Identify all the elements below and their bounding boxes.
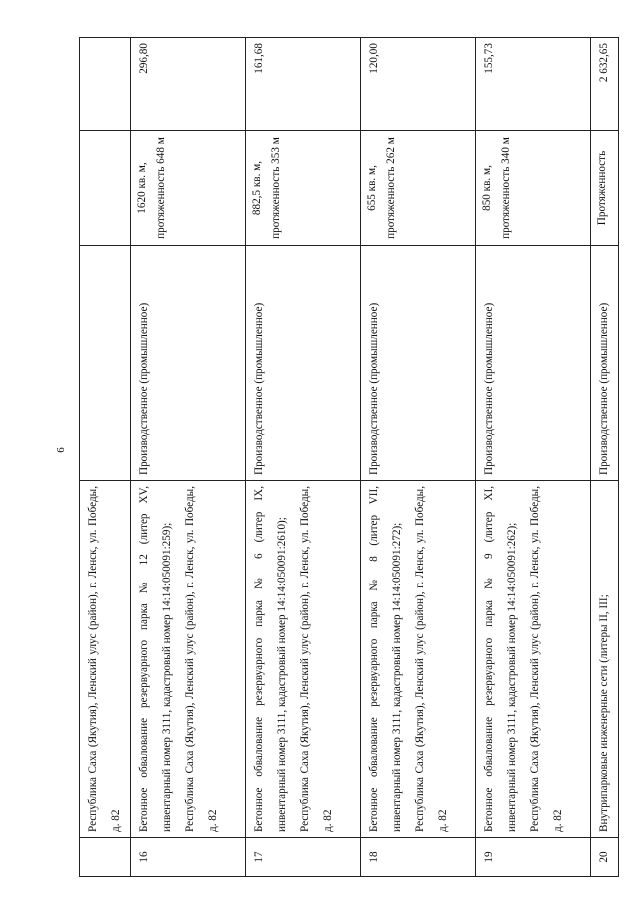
continuation-address-cell: Республика Саха (Якутия), Ленский улус (район), г. Ленск, ул. Победы, д. 82 [80,481,131,838]
table-row [361,38,476,877]
object-description: Бетонное обвалование резервуарного парка № 6 (литер IX, инвентарный номер 3111, кадастровый номер 14:14:050091:2610); [253,486,288,832]
property-table [79,37,619,877]
object-address: Республика Саха (Якутия), Ленский улус (район), г. Ленск, ул. Победы, д. 82 [414,486,449,832]
object-description: Бетонное обвалование резервуарного парка № 12 (литер XV, инвентарный номер 3111, кадастровый номер 14:14:050091:259); [138,486,173,832]
purpose-cell: Производственное (промышленное) [246,246,361,481]
purpose-cell: Производственное (промышленное) [361,246,476,481]
table-row-continuation [80,38,131,877]
description-cell [476,481,591,838]
object-address: Республика Саха (Якутия), Ленский улус (район), г. Ленск, ул. Победы, д. 82 [184,486,219,832]
value-cell: 155,73 [476,38,591,131]
size-cell: 655 кв. м, протяженность 262 м [361,131,476,246]
object-address: Республика Саха (Якутия), Ленский улус (район), г. Ленск, ул. Победы, д. 82 [299,486,334,832]
page-number: 6 [54,447,67,453]
row-number-cell: 18 [361,838,476,877]
value-cell: 2 632,65 [591,38,619,131]
table-row [476,38,591,877]
row-number-cell: 17 [246,838,361,877]
object-description: Бетонное обвалование резервуарного парка № 8 (литер VII, инвентарный номер 3111, кадастровый номер 14:14:050091:272); [368,486,403,832]
object-description: Внутрипарковые инженерные сети (литеры II, III; [598,594,610,832]
table-row [591,38,619,877]
row-number-cell [80,838,131,877]
row-number-cell: 19 [476,838,591,877]
table-row [131,38,246,877]
purpose-cell: Производственное (промышленное) [131,246,246,481]
object-address: Республика Саха (Якутия), Ленский улус (район), г. Ленск, ул. Победы, д. 82 [529,486,564,832]
row-number-cell: 20 [591,838,619,877]
description-cell [591,481,619,838]
size-cell: 850 кв. м, протяженность 340 м [476,131,591,246]
description-cell [361,481,476,838]
row-number-cell: 16 [131,838,246,877]
size-cell: Протяженность [591,131,619,246]
value-cell [80,38,131,131]
size-cell [80,131,131,246]
purpose-cell: Производственное (промышленное) [591,246,619,481]
purpose-cell: Производственное (промышленное) [476,246,591,481]
property-table-container [79,37,610,877]
value-cell: 120,00 [361,38,476,131]
description-cell [131,481,246,838]
description-cell [246,481,361,838]
purpose-cell [80,246,131,481]
size-cell: 882,5 кв. м, протяженность 353 м [246,131,361,246]
value-cell: 296,80 [131,38,246,131]
table-row [246,38,361,877]
value-cell: 161,68 [246,38,361,131]
size-cell: 1620 кв. м, протяженность 648 м [131,131,246,246]
rotated-table-frame [79,37,610,877]
object-description: Бетонное обвалование резервуарного парка № 9 (литер XI, инвентарный номер 3111, кадастровый номер 14:14:050091:262); [483,486,518,832]
